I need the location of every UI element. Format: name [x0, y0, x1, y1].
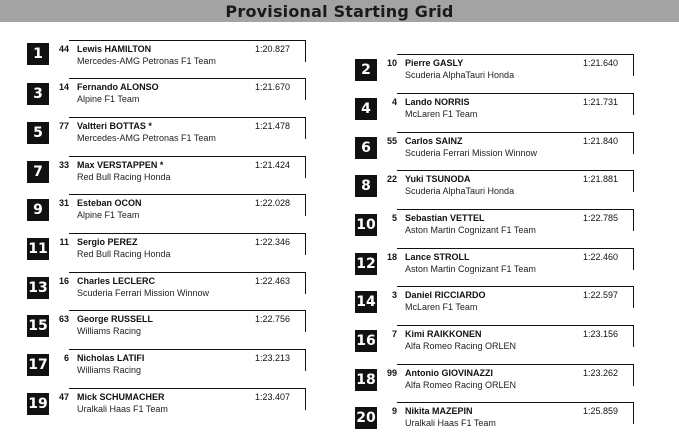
driver-name: Carlos SAINZ — [405, 136, 463, 146]
entry-side-rule — [633, 325, 634, 347]
car-number: 11 — [59, 237, 69, 247]
lap-time: 1:21.881 — [583, 174, 619, 184]
entry-side-rule — [305, 233, 306, 255]
team-name: Aston Martin Cognizant F1 Team — [405, 264, 536, 274]
driver-name: Max VERSTAPPEN * — [77, 160, 164, 170]
entry-top-rule — [397, 286, 634, 287]
entry-top-rule — [397, 170, 634, 171]
entry-top-rule — [69, 349, 306, 350]
driver-name: Kimi RAIKKONEN — [405, 329, 482, 339]
grid-entry — [355, 290, 634, 316]
entry-side-rule — [633, 93, 634, 115]
lap-time: 1:22.597 — [583, 290, 619, 300]
lap-time: 1:21.478 — [255, 121, 291, 131]
entry-top-rule — [69, 117, 306, 118]
grid-position-badge: 2 — [355, 59, 377, 81]
car-number: 3 — [391, 290, 397, 300]
page-title: Provisional Starting Grid — [225, 1, 454, 21]
car-number: 4 — [391, 97, 397, 107]
grid-position-badge: 17 — [27, 354, 49, 376]
driver-name: Mick SCHUMACHER — [77, 392, 165, 402]
driver-name: George RUSSELL — [77, 314, 154, 324]
lap-time: 1:23.407 — [255, 392, 291, 402]
entry-side-rule — [305, 156, 306, 178]
grid-entry — [355, 213, 634, 239]
entry-top-rule — [69, 388, 306, 389]
grid-entry — [355, 174, 634, 200]
entry-top-rule — [69, 156, 306, 157]
grid-position-badge: 7 — [27, 161, 49, 183]
grid-entry — [355, 252, 634, 278]
driver-name: Lance STROLL — [405, 252, 470, 262]
lap-time: 1:21.640 — [583, 58, 619, 68]
driver-name: Valtteri BOTTAS * — [77, 121, 152, 131]
entry-top-rule — [397, 364, 634, 365]
grid-position-badge: 8 — [355, 175, 377, 197]
team-name: Mercedes-AMG Petronas F1 Team — [77, 133, 216, 143]
entry-top-rule — [397, 93, 634, 94]
entry-side-rule — [633, 364, 634, 386]
grid-position-badge: 6 — [355, 137, 377, 159]
header-bar — [0, 0, 679, 22]
team-name: Scuderia AlphaTauri Honda — [405, 186, 515, 196]
car-number: 6 — [63, 353, 69, 363]
team-name: Williams Racing — [77, 365, 142, 375]
driver-name: Antonio GIOVINAZZI — [405, 368, 493, 378]
car-number: 5 — [391, 213, 397, 223]
grid-position-badge: 9 — [27, 199, 49, 221]
driver-name: Yuki TSUNODA — [405, 174, 471, 184]
grid-position-badge: 3 — [27, 83, 49, 105]
team-name: Uralkali Haas F1 Team — [77, 404, 168, 414]
lap-time: 1:23.156 — [583, 329, 619, 339]
team-name: Alfa Romeo Racing ORLEN — [405, 341, 517, 351]
grid-position-badge: 16 — [355, 330, 377, 352]
grid-position-badge: 13 — [27, 277, 49, 299]
entry-side-rule — [633, 132, 634, 154]
team-name: Alfa Romeo Racing ORLEN — [405, 380, 517, 390]
entry-top-rule — [397, 132, 634, 133]
car-number: 31 — [58, 198, 69, 208]
driver-name: Esteban OCON — [77, 198, 142, 208]
entry-top-rule — [397, 248, 634, 249]
lap-time: 1:22.756 — [255, 314, 291, 324]
lap-time: 1:22.346 — [255, 237, 291, 247]
lap-time: 1:23.213 — [255, 353, 291, 363]
entry-side-rule — [305, 272, 306, 294]
lap-time: 1:25.859 — [583, 406, 619, 416]
entry-side-rule — [633, 170, 634, 192]
lap-time: 1:22.028 — [255, 198, 291, 208]
car-number: 99 — [386, 368, 397, 378]
driver-name: Sergio PEREZ — [77, 237, 138, 247]
team-name: Scuderia Ferrari Mission Winnow — [405, 148, 538, 158]
grid-entry — [355, 136, 634, 162]
team-name: Mercedes-AMG Petronas F1 Team — [77, 56, 216, 66]
entry-top-rule — [69, 310, 306, 311]
driver-name: Sebastian VETTEL — [405, 213, 485, 223]
grid-entry — [27, 353, 306, 379]
team-name: Williams Racing — [77, 326, 142, 336]
grid-entry — [27, 160, 306, 186]
entry-side-rule — [633, 54, 634, 76]
grid-entry — [27, 276, 306, 302]
entry-side-rule — [305, 117, 306, 139]
car-number: 14 — [58, 82, 69, 92]
grid-entry — [27, 198, 306, 224]
lap-time: 1:21.731 — [583, 97, 619, 107]
driver-name: Fernando ALONSO — [77, 82, 159, 92]
grid-position-badge: 18 — [355, 369, 377, 391]
team-name: Scuderia AlphaTauri Honda — [405, 70, 515, 80]
entry-side-rule — [305, 40, 306, 62]
entry-side-rule — [305, 78, 306, 100]
team-name: McLaren F1 Team — [405, 302, 478, 312]
car-number: 44 — [58, 44, 69, 54]
entry-side-rule — [633, 248, 634, 270]
entry-top-rule — [69, 78, 306, 79]
team-name: Red Bull Racing Honda — [77, 172, 171, 182]
grid-position-badge: 19 — [27, 393, 49, 415]
team-name: Aston Martin Cognizant F1 Team — [405, 225, 536, 235]
grid-entry — [27, 82, 306, 108]
lap-time: 1:23.262 — [583, 368, 619, 378]
entry-top-rule — [397, 209, 634, 210]
entry-side-rule — [305, 349, 306, 371]
car-number: 55 — [386, 136, 397, 146]
entry-side-rule — [633, 402, 634, 424]
grid-position-badge: 4 — [355, 98, 377, 120]
grid-entry — [27, 392, 306, 418]
grid-entry — [27, 121, 306, 147]
grid-entry — [355, 329, 634, 355]
team-name: Alpine F1 Team — [77, 210, 140, 220]
grid-entry — [355, 368, 634, 394]
driver-name: Lando NORRIS — [405, 97, 470, 107]
lap-time: 1:21.670 — [255, 82, 291, 92]
driver-name: Nicholas LATIFI — [77, 353, 145, 363]
car-number: 22 — [386, 174, 397, 184]
team-name: Alpine F1 Team — [77, 94, 140, 104]
team-name: Uralkali Haas F1 Team — [405, 418, 496, 428]
grid-entry — [355, 406, 634, 432]
grid-position-badge: 1 — [27, 43, 49, 65]
grid-position-badge: 20 — [355, 407, 377, 429]
car-number: 10 — [386, 58, 397, 68]
lap-time: 1:21.840 — [583, 136, 619, 146]
lap-time: 1:20.827 — [255, 44, 291, 54]
entry-side-rule — [305, 194, 306, 216]
entry-side-rule — [305, 310, 306, 332]
grid-position-badge: 11 — [27, 238, 49, 260]
grid-position-badge: 15 — [27, 315, 49, 337]
entry-side-rule — [633, 286, 634, 308]
driver-name: Pierre GASLY — [405, 58, 464, 68]
entry-top-rule — [69, 272, 306, 273]
entry-top-rule — [69, 233, 306, 234]
team-name: Scuderia Ferrari Mission Winnow — [77, 288, 210, 298]
car-number: 18 — [386, 252, 397, 262]
team-name: Red Bull Racing Honda — [77, 249, 171, 259]
car-number: 33 — [58, 160, 69, 170]
grid-entry — [27, 44, 306, 70]
lap-time: 1:21.424 — [255, 160, 291, 170]
grid-entry — [27, 237, 306, 263]
entry-side-rule — [633, 209, 634, 231]
team-name: McLaren F1 Team — [405, 109, 478, 119]
grid-position-badge: 12 — [355, 253, 377, 275]
driver-name: Nikita MAZEPIN — [405, 406, 473, 416]
grid-entry — [355, 97, 634, 123]
grid-position-badge: 5 — [27, 122, 49, 144]
driver-name: Daniel RICCIARDO — [405, 290, 486, 300]
grid-position-badge: 14 — [355, 291, 377, 313]
grid-entry — [27, 314, 306, 340]
car-number: 77 — [58, 121, 69, 131]
lap-time: 1:22.785 — [583, 213, 619, 223]
entry-top-rule — [397, 402, 634, 403]
entry-side-rule — [305, 388, 306, 410]
car-number: 16 — [58, 276, 69, 286]
lap-time: 1:22.463 — [255, 276, 291, 286]
grid-entry — [355, 58, 634, 84]
car-number: 63 — [58, 314, 69, 324]
lap-time: 1:22.460 — [583, 252, 619, 262]
entry-top-rule — [397, 325, 634, 326]
car-number: 9 — [391, 406, 397, 416]
entry-top-rule — [397, 54, 634, 55]
entry-top-rule — [69, 194, 306, 195]
grid-position-badge: 10 — [355, 214, 377, 236]
driver-name: Lewis HAMILTON — [77, 44, 152, 54]
car-number: 7 — [391, 329, 397, 339]
entry-top-rule — [69, 40, 306, 41]
driver-name: Charles LECLERC — [77, 276, 156, 286]
car-number: 47 — [58, 392, 69, 402]
